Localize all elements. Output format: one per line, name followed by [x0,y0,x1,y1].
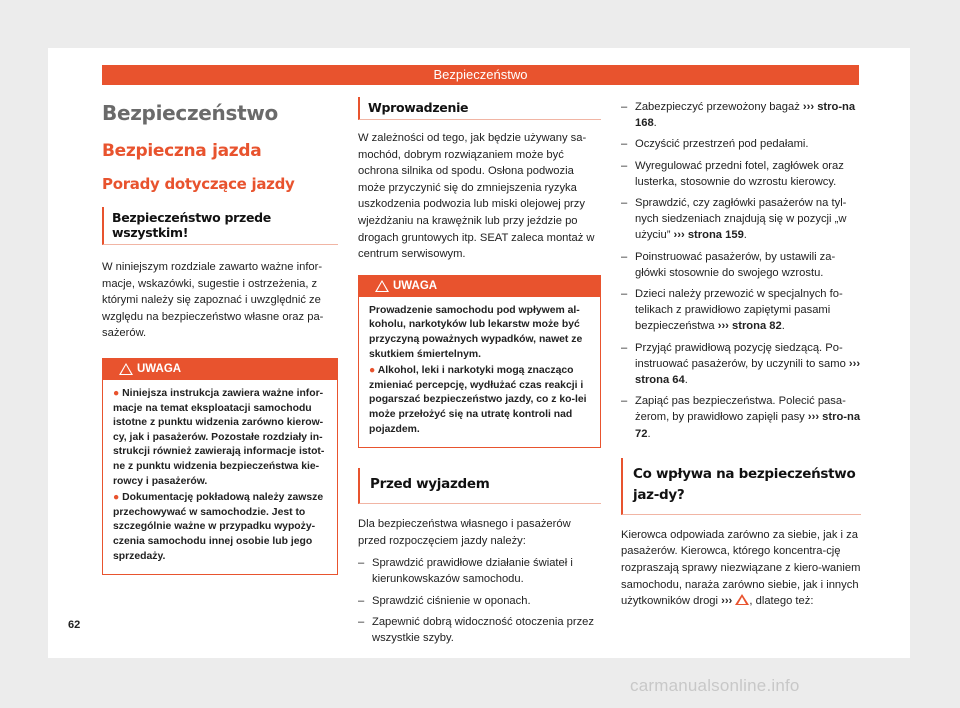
topic-heading-before-trip: Przed wyjazdem [358,468,601,504]
column-left [102,95,338,575]
warning-item: ● Dokumentację pokładową należy zawsze przechowywać w samochodzie. Jest to szczególnie ważne w przypadku wypoży-czenia samochodu innej osobie lub jego sprzedaży. [113,492,324,562]
page-reference-link[interactable]: ››› stro-na 72 [635,411,861,440]
page-reference-link[interactable]: ››› strona 159 [673,229,744,242]
list-item: – Sprawdzić, czy zagłówki pasażerów na tyl-nych siedzeniach znajdują się w pozycji „w użyciu” ››› strona 159. [621,195,861,244]
warning-header [359,276,600,297]
warning-icon [735,594,749,605]
section-title: Bezpieczna jazda [102,141,262,161]
checklist [621,99,861,442]
list-item: – Wyregulować przedni fotel, zagłówek oraz lusterka, stosownie do wzrostu kierowcy. [621,158,861,190]
warning-label: UWAGA [137,362,182,375]
warning-label: UWAGA [393,279,438,292]
page-header: Bezpieczeństwo [102,65,859,85]
warning-content [103,380,337,574]
bullet-icon: ● [113,387,123,399]
watermark: carmanualsonline.info [630,676,800,695]
warning-content [359,297,600,447]
list-item: – Zabezpieczyć przewożony bagaż ››› stro-na 168. [621,99,861,131]
warning-box [358,275,601,448]
checklist [358,555,601,646]
bullet-icon: ● [369,365,378,377]
warning-item: ● Alkohol, leki i narkotyki mogą znacząco zmieniać percepcję, wydłużać czas reakcji i pogarszać bezpieczeństwo jazdy, co z ko-lei może przełożyć się na utratę kontroli nad pojazdem. [369,365,587,435]
warning-icon [375,280,389,292]
warning-header [103,359,337,380]
column-right [621,95,861,610]
list-item: – Dzieci należy przewozić w specjalnych fo-telikach z prawidłowo zapiętymi pasami bezpieczeństwa ››› strona 82. [621,286,861,335]
intro-paragraph: W niniejszym rozdziale zawarto ważne infor-macje, wskazówki, sugestie i ostrzeżenia, z którymi należy się zapoznać i uwzględnić ze względu na bezpieczeństwo własne oraz pa-sażerów. [102,261,324,340]
page-reference-link[interactable]: ››› [721,595,733,608]
list-item: – Sprawdzić ciśnienie w oponach. [358,593,601,609]
page-reference-link[interactable]: ››› strona 82 [717,320,782,333]
list-item: – Przyjąć prawidłową pozycję siedzącą. Po-instruować pasażerów, by uczynili to samo ››› strona 64. [621,340,861,389]
warning-item: ● Niniejsza instrukcja zawiera ważne infor-macje na temat eksploatacji samochodu istotne z punktu widzenia zarówno kierow-cy, jak i pasażerów. Pozostałe rozdziały in-strukcji również zawierają informacje istot-ne z punktu widzenia bezpieczeństwa kie-rowcy i pasażerów. [113,387,325,487]
list-item: – Sprawdzić prawidłowe działanie świateł i kierunkowskazów samochodu. [358,555,601,587]
page-number: 62 [68,619,81,631]
warning-icon [119,363,133,375]
topic-heading-safety-factors: Co wpływa na bezpieczeństwo jaz-dy? [621,458,861,515]
bullet-icon: ● [113,492,123,504]
subsection-title: Porady dotyczące jazdy [102,175,295,193]
column-middle [358,95,601,651]
warning-box [102,358,338,575]
warning-lead: Prowadzenie samochodu pod wpływem al-koholu, narkotyków lub lekarstw może być przyczyną poważnych wypadków, nawet ze skutkiem śmiertelnym. [369,304,583,360]
page-reference-link[interactable]: ››› strona 64 [635,357,861,387]
topic-heading-intro: Wprowadzenie [358,97,601,120]
list-item: – Oczyścić przestrzeń pod pedałami. [621,136,861,152]
list-item: – Poinstruować pasażerów, by ustawili za-główki stosownie do swojego wzrostu. [621,249,861,281]
safety-factors-paragraph: Kierowca odpowiada zarówno za siebie, jak i za pasażerów. Kierowca, którego koncentra-cję rozpraszają sprawy niezwiązane z kiero-waniem samochodu, naraża zarówno siebie, jak i innych użytkowników drogi ››› , dlatego też: [621,528,861,608]
intro-paragraph: W zależności od tego, jak będzie używany sa-mochód, dobrym rozwiązaniem może być ochrona silnika od spodu. Osłona podwozia może przyczynić się do zmniejszenia ryzyka uszkodzenia podwozia lub miski olejowej przy wjeżdżaniu na krawężnik lub przy jeździe po drogach gruntowych itp. SEAT zaleca montaż w centrum serwisowym. [358,132,595,261]
before-trip-paragraph: Dla bezpieczeństwa własnego i pasażerów przed rozpoczęciem jazdy należy: [358,518,571,547]
list-item: – Zapewnić dobrą widoczność otoczenia przez wszystkie szyby. [358,614,601,646]
chapter-title: Bezpieczeństwo [102,101,278,125]
topic-heading: Bezpieczeństwo przede wszystkim! [102,207,338,245]
page-reference-link[interactable]: ››› stro-na 168 [635,101,856,130]
list-item: – Zapiąć pas bezpieczeństwa. Polecić pasa-żerom, by prawidłowo zapięli pasy ››› stro-na 72. [621,393,861,442]
